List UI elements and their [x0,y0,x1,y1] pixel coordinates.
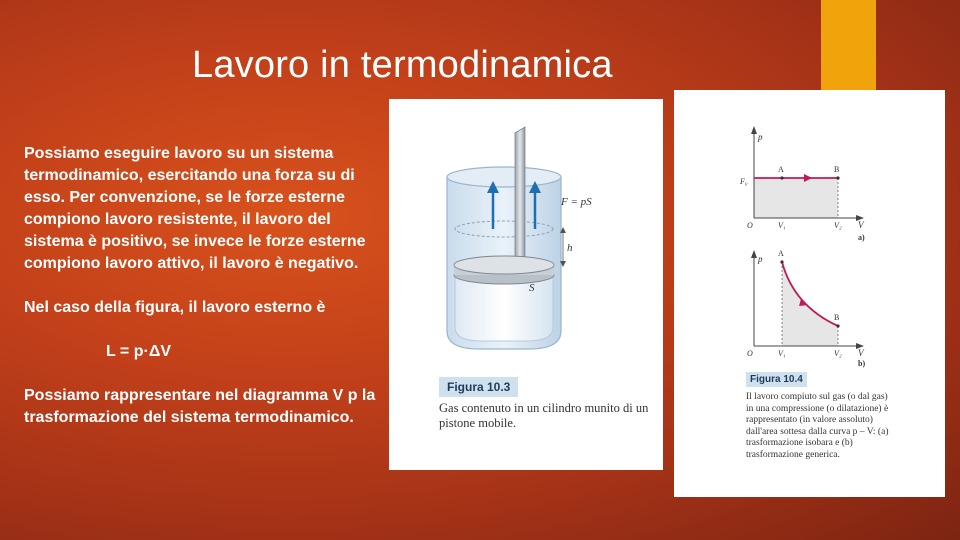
accent-bar [821,0,876,92]
point-b-b [836,324,839,327]
point-a-a [780,176,783,179]
slide-title: Lavoro in termodinamica [192,44,613,86]
piston-top [454,256,554,274]
pv-graphs [674,90,945,370]
height-label: h [567,242,573,254]
paragraph-external-work: Nel caso della figura, il lavoro esterno è [24,299,326,316]
work-area-b [782,262,838,346]
v1-label-b: V₁ [778,349,786,358]
point-b-label-b: B [834,313,840,322]
p-axis-label-b: p [758,254,763,264]
cylinder-top [447,167,561,187]
force-label: F = pS [561,196,592,208]
piston-rod [515,127,525,267]
origin-label-b: O [747,349,753,358]
v1-label-a: V₁ [778,221,786,230]
origin-label-a: O [747,221,753,230]
y-arrow-a [751,126,757,134]
figure-pv-diagrams [674,90,945,497]
v2-label-b: V₂ [834,349,842,358]
y-arrow-b [751,250,757,258]
point-a-b [780,260,783,263]
figure-piston-cylinder [389,99,663,470]
piston-illustration [389,99,663,369]
graph-a-tag: a) [858,233,865,242]
area-label: S [529,282,535,294]
paragraph-intro: Possiamo eseguire lavoro su un sistema termodinamico, esercitando una forza su di esso. Per convenzione, se le forze esterne compiono lavoro resistente, il lavoro del sistema è positivo, se invece le forze esterne compiono lavoro attivo, il lavoro è negativo. [24,145,366,272]
p-level-label: F₀ [740,177,748,186]
figure-10-4-label: Figura 10.4 [746,372,807,387]
graph-isobaric [739,126,865,242]
work-area-a [754,178,838,218]
point-a-label-b: A [778,249,784,258]
p-axis-label-a: p [758,132,763,142]
point-a-label-a: A [778,165,784,174]
figure-10-3-caption: Gas contenuto in un cilindro munito di un pistone mobile. [439,401,649,430]
v-axis-label-b: V [858,348,864,358]
point-b-label-a: B [834,165,840,174]
figure-10-4-caption: Il lavoro compiuto sul gas (o dal gas) in una compressione (o dilatazione) è rappresentato (in valore assoluto) dall'area sottesa dalla curva p – V: (a) trasformazione isobara e (b) trasformazione generica. [746,392,889,460]
point-b-a [836,176,839,179]
v2-label-a: V₂ [834,221,842,230]
paragraph-diagram: Possiamo rappresentare nel diagramma V p la trasformazione del sistema termodinamico. [24,387,376,426]
graph-generic [747,249,865,368]
v-axis-label-a: V [858,220,864,230]
graph-b-tag: b) [858,359,866,368]
figure-10-3-label: Figura 10.3 [439,377,518,397]
work-formula: L = p·ΔV [106,343,171,360]
body-text [24,143,384,429]
